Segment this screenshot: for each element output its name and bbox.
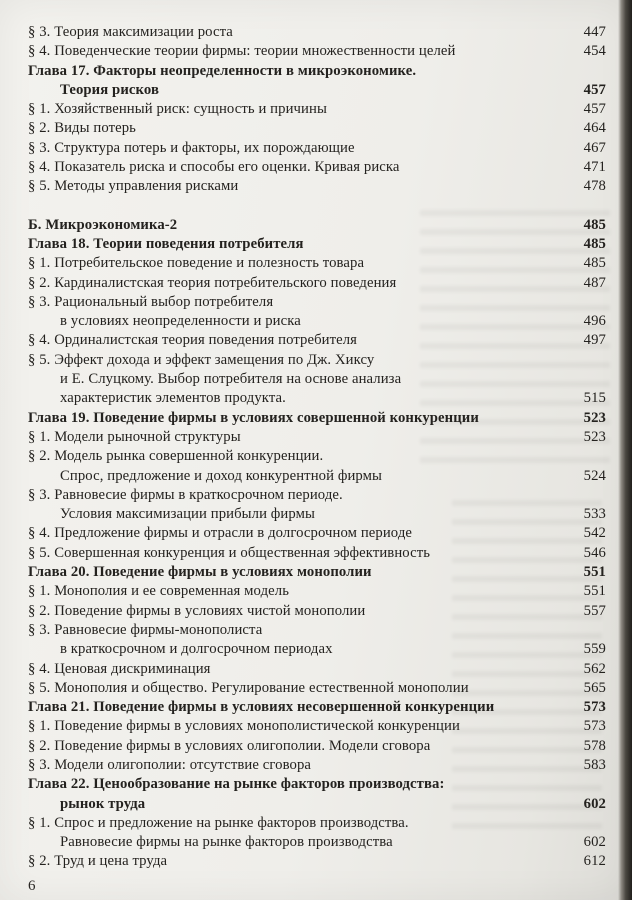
toc-entry-text: Спрос, предложение и доход конкурентной фирмы xyxy=(60,467,382,484)
toc-entry-page: 464 xyxy=(583,120,606,137)
toc-entry-page: 457 xyxy=(583,101,606,118)
toc-entry-page: 573 xyxy=(583,718,606,735)
toc-entry xyxy=(28,312,606,331)
toc-entry-text: § 5. Совершенная конкуренция и общественная эффективность xyxy=(28,544,431,561)
toc-entry xyxy=(28,814,606,833)
toc-entry-page: 602 xyxy=(583,834,606,851)
toc-entry-text: § 1. Спрос и предложение на рынке факторов производства. xyxy=(28,814,409,831)
toc-entry xyxy=(28,852,606,871)
toc-entry-text: § 1. Модели рыночной структуры xyxy=(28,428,241,445)
toc-entry xyxy=(28,756,606,775)
toc-entry xyxy=(28,389,606,408)
toc-entry-page: 559 xyxy=(583,641,606,658)
toc-entry xyxy=(28,698,606,717)
toc-entry-page: 524 xyxy=(583,467,606,484)
toc-entry xyxy=(28,81,606,100)
toc-entry-page: 478 xyxy=(583,178,606,195)
toc-entry xyxy=(28,428,606,447)
scan-edge-shadow xyxy=(618,0,632,900)
toc-entry-text: рынок труда xyxy=(60,795,146,812)
toc-entry xyxy=(28,679,606,698)
toc-entry-text: § 3. Равновесие фирмы в краткосрочном периоде. xyxy=(28,486,343,503)
toc-entry-page: 578 xyxy=(583,737,606,754)
toc-entry xyxy=(28,795,606,814)
toc-entry-page: 496 xyxy=(583,313,606,330)
toc-entry-text: § 2. Виды потерь xyxy=(28,120,136,137)
toc-entry xyxy=(28,235,606,254)
toc-entry-text: § 4. Ординалистская теория поведения потребителя xyxy=(28,332,358,349)
toc-entry xyxy=(28,351,606,370)
toc-entry xyxy=(28,254,606,273)
toc-entry-page: 612 xyxy=(583,853,606,870)
toc-entry-text: Глава 20. Поведение фирмы в условиях монополии xyxy=(28,564,372,581)
toc-entry-page: 533 xyxy=(583,506,606,523)
toc-entry-page: 457 xyxy=(583,81,606,98)
toc-entry-page: 551 xyxy=(583,583,606,600)
toc-entry-text: § 2. Поведение фирмы в условиях олигополии. Модели сговора xyxy=(28,737,431,754)
toc-entry-text: в условиях неопределенности и риска xyxy=(60,313,301,330)
toc-entry xyxy=(28,563,606,582)
toc-entry-text: § 5. Методы управления рисками xyxy=(28,178,239,195)
toc-entry-text: § 1. Потребительское поведение и полезность товара xyxy=(28,255,365,272)
toc-entry xyxy=(28,737,606,756)
toc-entry-page: 573 xyxy=(583,699,606,716)
toc-entry xyxy=(28,274,606,293)
toc-entry xyxy=(28,486,606,505)
toc-entry-page: 562 xyxy=(583,660,606,677)
toc-entry-text: § 2. Модель рынка совершенной конкуренции. xyxy=(28,448,324,465)
toc-entry-page: 583 xyxy=(583,756,606,773)
toc-entry-text: § 4. Предложение фирмы и отрасли в долгосрочном периоде xyxy=(28,525,413,542)
toc-entry-text: § 1. Монополия и ее современная модель xyxy=(28,583,289,600)
toc-entry-text: и Е. Слуцкому. Выбор потребителя на основе анализа xyxy=(60,371,402,388)
toc-entry xyxy=(28,23,606,42)
toc-entry-text: Глава 22. Ценообразование на рынке факторов производства: xyxy=(28,776,445,793)
toc-entry-text: Глава 21. Поведение фирмы в условиях несовершенной конкуренции xyxy=(28,699,495,716)
toc-entry-page: 487 xyxy=(583,274,606,291)
toc-entry xyxy=(28,100,606,119)
toc-entry-text: § 2. Кардиналистская теория потребительского поведения xyxy=(28,274,397,291)
toc-entry xyxy=(28,62,606,81)
toc-entry xyxy=(28,602,606,621)
toc-entry xyxy=(28,717,606,736)
toc-entry xyxy=(28,370,606,389)
toc-entry-text: в краткосрочном и долгосрочном периодах xyxy=(60,641,333,658)
toc-entry-text: Глава 19. Поведение фирмы в условиях совершенной конкуренции xyxy=(28,409,479,426)
toc-entry-text: § 2. Поведение фирмы в условиях чистой монополии xyxy=(28,602,366,619)
toc-entry-text: Глава 17. Факторы неопределенности в микроэкономике. xyxy=(28,62,417,79)
page-number: 6 xyxy=(28,878,36,894)
toc-entry xyxy=(28,524,606,543)
toc-entry xyxy=(28,775,606,794)
toc-entry-page: 557 xyxy=(583,602,606,619)
toc-entry xyxy=(28,331,606,350)
toc-entry-text: § 5. Монополия и общество. Регулирование естественной монополии xyxy=(28,679,469,696)
toc-entry xyxy=(28,119,606,138)
toc-entry-text: § 1. Поведение фирмы в условиях монополистической конкуренции xyxy=(28,718,460,735)
toc-entry-page: 485 xyxy=(583,216,606,233)
toc-entry-page: 542 xyxy=(583,525,606,542)
toc-entry-text: § 3. Структура потерь и факторы, их порождающие xyxy=(28,139,355,156)
toc-entry xyxy=(28,42,606,61)
toc-entry xyxy=(28,216,606,235)
toc-entry-page: 454 xyxy=(583,43,606,60)
toc-entry xyxy=(28,660,606,679)
toc-entry-page: 515 xyxy=(583,390,606,407)
toc-entry-text: § 2. Труд и цена труда xyxy=(28,853,168,870)
toc-entry xyxy=(28,582,606,601)
toc-entry xyxy=(28,447,606,466)
toc-entry-page: 523 xyxy=(583,409,606,426)
toc-entry xyxy=(28,409,606,428)
toc-entry-page: 546 xyxy=(583,544,606,561)
toc-entry-page: 485 xyxy=(583,255,606,272)
toc-entry-text: § 4. Поведенческие теории фирмы: теории множественности целей xyxy=(28,43,456,60)
toc-entry-text: § 3. Рациональный выбор потребителя xyxy=(28,293,274,310)
toc-entry-page: 447 xyxy=(583,24,606,40)
toc-entry xyxy=(28,621,606,640)
toc-entry xyxy=(28,833,606,852)
toc-entry-page: 523 xyxy=(583,428,606,445)
toc-entry-page: 471 xyxy=(583,159,606,176)
toc-entry-text: Теория рисков xyxy=(60,81,159,98)
toc-entry-text: § 3. Равновесие фирмы-монополиста xyxy=(28,621,263,638)
toc-entry-text: § 4. Показатель риска и способы его оценки. Кривая риска xyxy=(28,159,400,176)
toc-entry-text: § 3. Теория максимизации роста xyxy=(28,24,233,40)
toc-entry-text: § 3. Модели олигополии: отсутствие сговора xyxy=(28,756,312,773)
toc-entry-text: Глава 18. Теории поведения потребителя xyxy=(28,235,304,252)
toc-entry xyxy=(28,293,606,312)
toc-entry-page: 467 xyxy=(583,139,606,156)
toc-entry-text: Условия максимизации прибыли фирмы xyxy=(60,506,315,523)
table-of-contents xyxy=(28,23,606,872)
toc-entry-page: 485 xyxy=(583,235,606,252)
toc-entry xyxy=(28,467,606,486)
toc-entry xyxy=(28,139,606,158)
toc-entry xyxy=(28,505,606,524)
toc-entry-text: характеристик элементов продукта. xyxy=(60,390,286,407)
toc-entry-text: Равновесие фирмы на рынке факторов производства xyxy=(60,834,393,851)
toc-entry-text: Б. Микроэкономика-2 xyxy=(28,216,178,233)
toc-entry xyxy=(28,158,606,177)
toc-entry-page: 565 xyxy=(583,679,606,696)
toc-entry xyxy=(28,544,606,563)
toc-entry xyxy=(28,640,606,659)
toc-entry-text: § 1. Хозяйственный риск: сущность и причины xyxy=(28,101,327,118)
toc-entry-page: 497 xyxy=(583,332,606,349)
toc-entry-page: 602 xyxy=(583,795,606,812)
toc-entry-text: § 5. Эффект дохода и эффект замещения по Дж. Хиксу xyxy=(28,351,375,368)
toc-entry-text: § 4. Ценовая дискриминация xyxy=(28,660,211,677)
toc-entry xyxy=(28,177,606,196)
toc-entry-page: 551 xyxy=(583,564,606,581)
